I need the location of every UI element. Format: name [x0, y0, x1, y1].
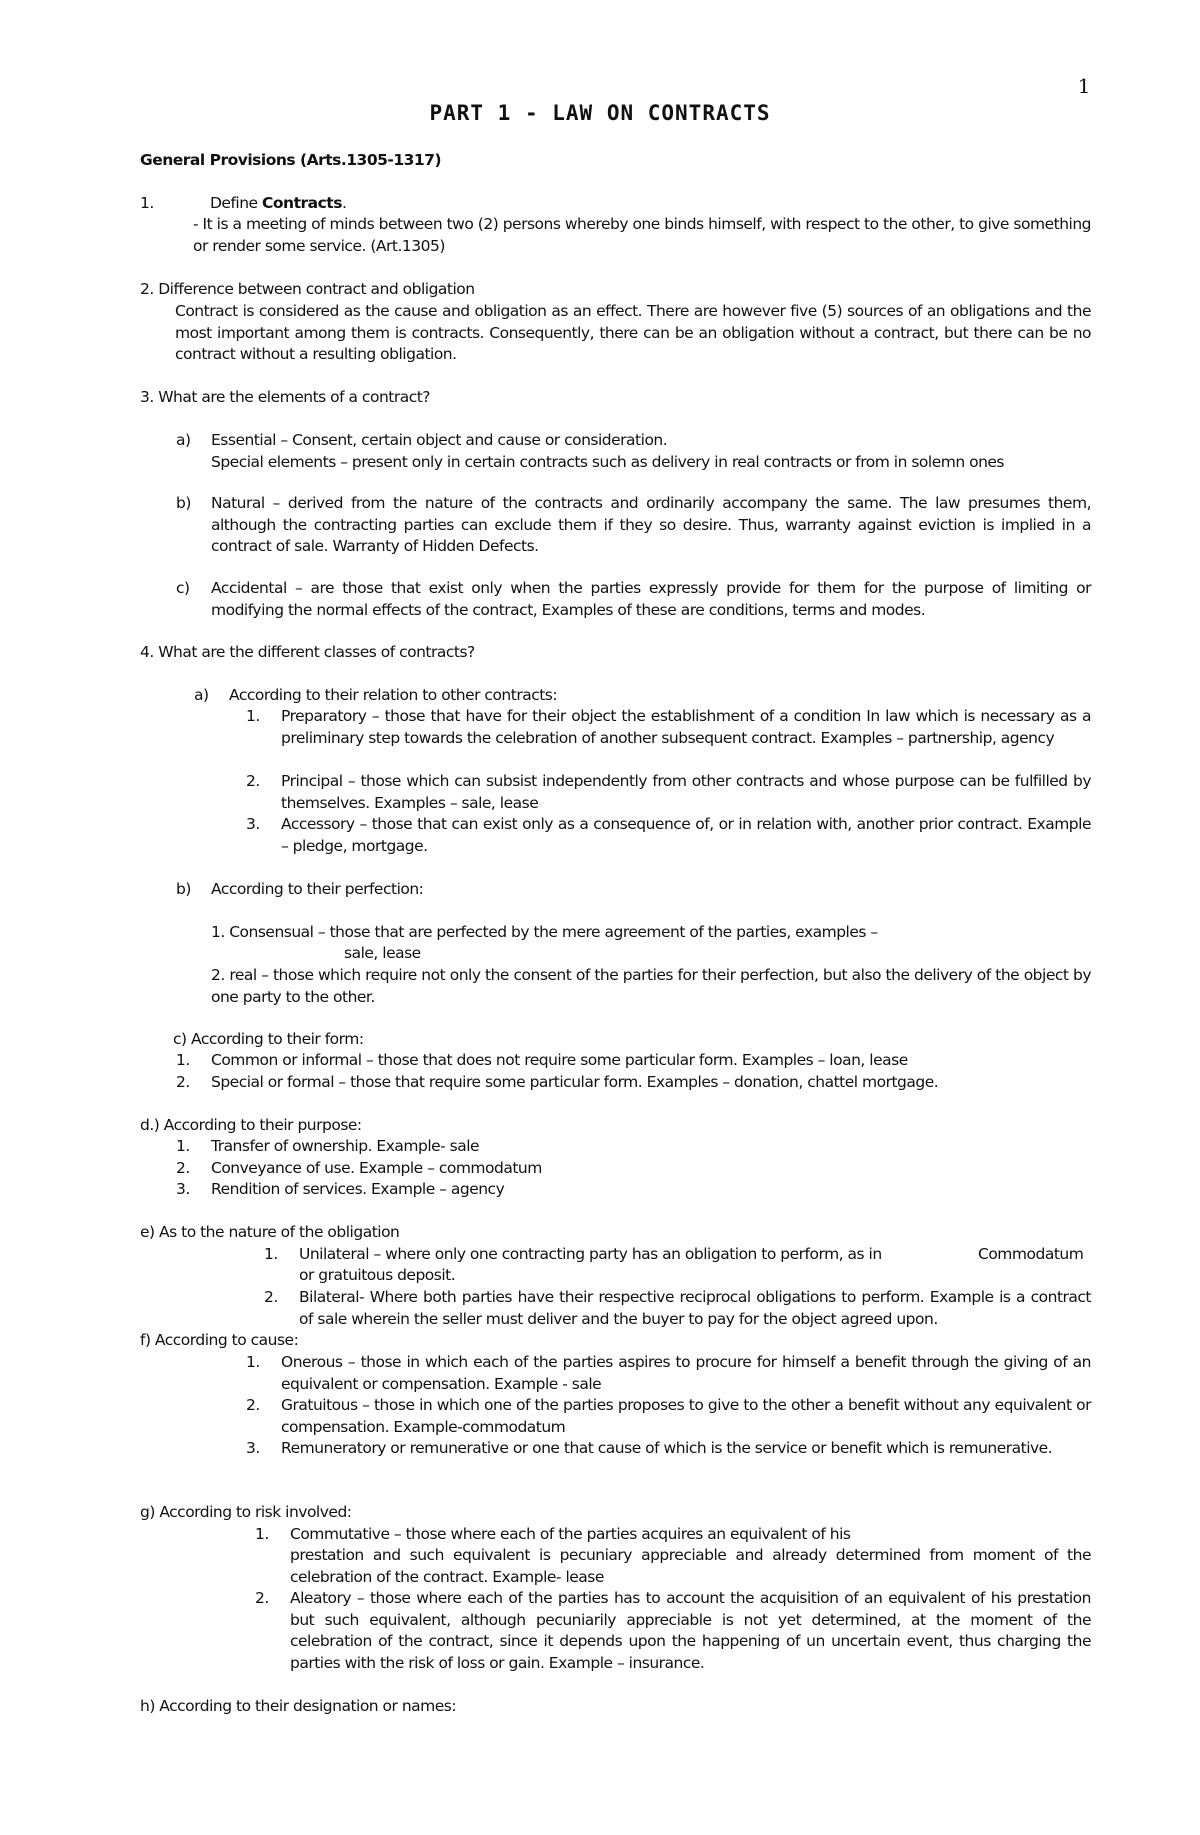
q4d-heading: d.) According to their purpose:	[140, 1116, 362, 1134]
q4b-item-real: 2. real – those which require not only the consent of the parties for their perfection, but also the delivery of the object by one party to the other.	[211, 966, 1091, 1006]
page-title: PART 1 - LAW ON CONTRACTS	[429, 101, 771, 125]
q4e-item-bilateral: Bilateral- Where both parties have their respective reciprocal obligations to perform. Example is a contract of sale wherein the seller must deliver and the buyer to pay for the object agreed upon.	[299, 1288, 1091, 1328]
q1-answer: - It is a meeting of minds between two (2) persons whereby one binds himself, with respect to the other, to give something or render some service. (Art.1305)	[193, 215, 1091, 255]
q4e-num-1: 1.	[264, 1245, 278, 1263]
q1-number: 1.	[140, 194, 154, 212]
q4a-item-principal: Principal – those which can subsist independently from other contracts and whose purpose can be fulfilled by themselves. Examples – sale, lease	[281, 772, 1091, 812]
q3-item-accidental: Accidental – are those that exist only when the parties expressly provide for them for the purpose of limiting or modifying the normal effects of the contract, Examples of these are conditions, terms and modes.	[211, 579, 1091, 619]
q4a-heading: According to their relation to other contracts:	[229, 686, 558, 704]
q4e-item-unilateral: Unilateral – where only one contracting party has an obligation to perform, as in	[299, 1245, 882, 1263]
q4g-num-2: 2.	[255, 1589, 269, 1607]
q4f-heading: f) According to cause:	[140, 1331, 299, 1349]
q4g-item-commutative-cont: prestation and such equivalent is pecuniary appreciable and already determined from moment of the celebration of the contract. Example- lease	[290, 1546, 1091, 1586]
q4a-label: a)	[194, 686, 209, 704]
q4d-num-2: 2.	[176, 1159, 190, 1177]
q4g-item-commutative: Commutative – those where each of the parties acquires an equivalent of his	[290, 1525, 851, 1543]
q4e-heading: e) As to the nature of the obligation	[140, 1223, 400, 1241]
q4d-item-transfer: Transfer of ownership. Example- sale	[211, 1137, 480, 1155]
q4d-item-rendition: Rendition of services. Example – agency	[211, 1180, 505, 1198]
q3-item-natural: Natural – derived from the nature of the contracts and ordinarily accompany the same. The law presumes them, although the contracting parties can exclude them if they so desire. Thus, warranty against eviction is implied in a contract of sale. Warranty of Hidden Defects.	[211, 494, 1091, 556]
q4f-num-2: 2.	[246, 1396, 260, 1414]
section-heading: General Provisions (Arts.1305-1317)	[140, 151, 442, 169]
q4c-num-1: 1.	[176, 1051, 190, 1069]
q4c-heading: c) According to their form:	[173, 1030, 364, 1048]
q1-heading: Define Contracts.	[210, 194, 347, 212]
q4f-num-1: 1.	[246, 1353, 260, 1371]
q4b-heading: According to their perfection:	[211, 880, 424, 898]
q4e-item-unilateral-cont: or gratuitous deposit.	[299, 1266, 456, 1284]
q4-heading: 4. What are the different classes of contracts?	[140, 643, 475, 661]
q4c-item-formal: Special or formal – those that require some particular form. Examples – donation, chattel mortgage.	[211, 1073, 939, 1091]
q4b-label: b)	[176, 880, 191, 898]
q3-item-essential: Essential – Consent, certain object and cause or consideration. Special elements – present only in certain contracts such as delivery in real contracts or from in solemn ones	[211, 431, 1005, 471]
q4g-item-aleatory: Aleatory – those where each of the parties has to account the acquisition of an equivalent of his prestation but such equivalent, although pecuniarily appreciable is not yet determined, at the moment of the celebration of the contract, since it depends upon the happening of un uncertain event, thus charging the parties with the risk of loss or gain. Example – insurance.	[290, 1589, 1091, 1672]
q4a-item-accessory: Accessory – those that can exist only as a consequence of, or in relation with, another prior contract. Example – pledge, mortgage.	[281, 815, 1091, 855]
q3-heading: 3. What are the elements of a contract?	[140, 388, 431, 406]
q4g-num-1: 1.	[255, 1525, 269, 1543]
q4f-num-3: 3.	[246, 1439, 260, 1457]
q4f-item-onerous: Onerous – those in which each of the parties aspires to procure for himself a benefit through the giving of an equivalent or compensation. Example - sale	[281, 1353, 1091, 1393]
q4f-item-gratuitous: Gratuitous – those in which one of the parties proposes to give to the other a benefit without any equivalent or compensation. Example-commodatum	[281, 1396, 1091, 1436]
q4a-num-1: 1.	[246, 707, 260, 725]
q4b-item-consensual-examples: sale, lease	[344, 944, 421, 962]
q4a-item-preparatory: Preparatory – those that have for their object the establishment of a condition In law which is necessary as a preliminary step towards the celebration of another subsequent contract. Examples – partnership, agency	[281, 707, 1091, 747]
q2-body: Contract is considered as the cause and obligation as an effect. There are however five (5) sources of an obligations and the most important among them is contracts. Consequently, there can be an obligation without a contract, but there can be no contract without a resulting obligation.	[175, 302, 1091, 364]
q4f-item-remuneratory: Remuneratory or remunerative or one that cause of which is the service or benefit which is remunerative.	[281, 1439, 1053, 1457]
q4g-heading: g) According to risk involved:	[140, 1503, 352, 1521]
q3-label-b: b)	[176, 494, 191, 512]
q4d-num-3: 3.	[176, 1180, 190, 1198]
q3-label-a: a)	[176, 431, 191, 449]
q4e-item-unilateral-commodatum: Commodatum	[978, 1245, 1084, 1263]
q4d-item-conveyance: Conveyance of use. Example – commodatum	[211, 1159, 542, 1177]
q4c-num-2: 2.	[176, 1073, 190, 1091]
q4e-num-2: 2.	[264, 1288, 278, 1306]
q4a-num-3: 3.	[246, 815, 260, 833]
q4h-heading: h) According to their designation or names:	[140, 1697, 457, 1715]
q2-heading: 2. Difference between contract and obligation	[140, 280, 475, 298]
q4a-num-2: 2.	[246, 772, 260, 790]
page-number: 1	[1077, 74, 1090, 98]
q4b-item-consensual: 1. Consensual – those that are perfected by the mere agreement of the parties, examples –	[211, 923, 878, 941]
q4c-item-informal: Common or informal – those that does not require some particular form. Examples – loan, lease	[211, 1051, 908, 1069]
q3-label-c: c)	[176, 579, 190, 597]
q4d-num-1: 1.	[176, 1137, 190, 1155]
